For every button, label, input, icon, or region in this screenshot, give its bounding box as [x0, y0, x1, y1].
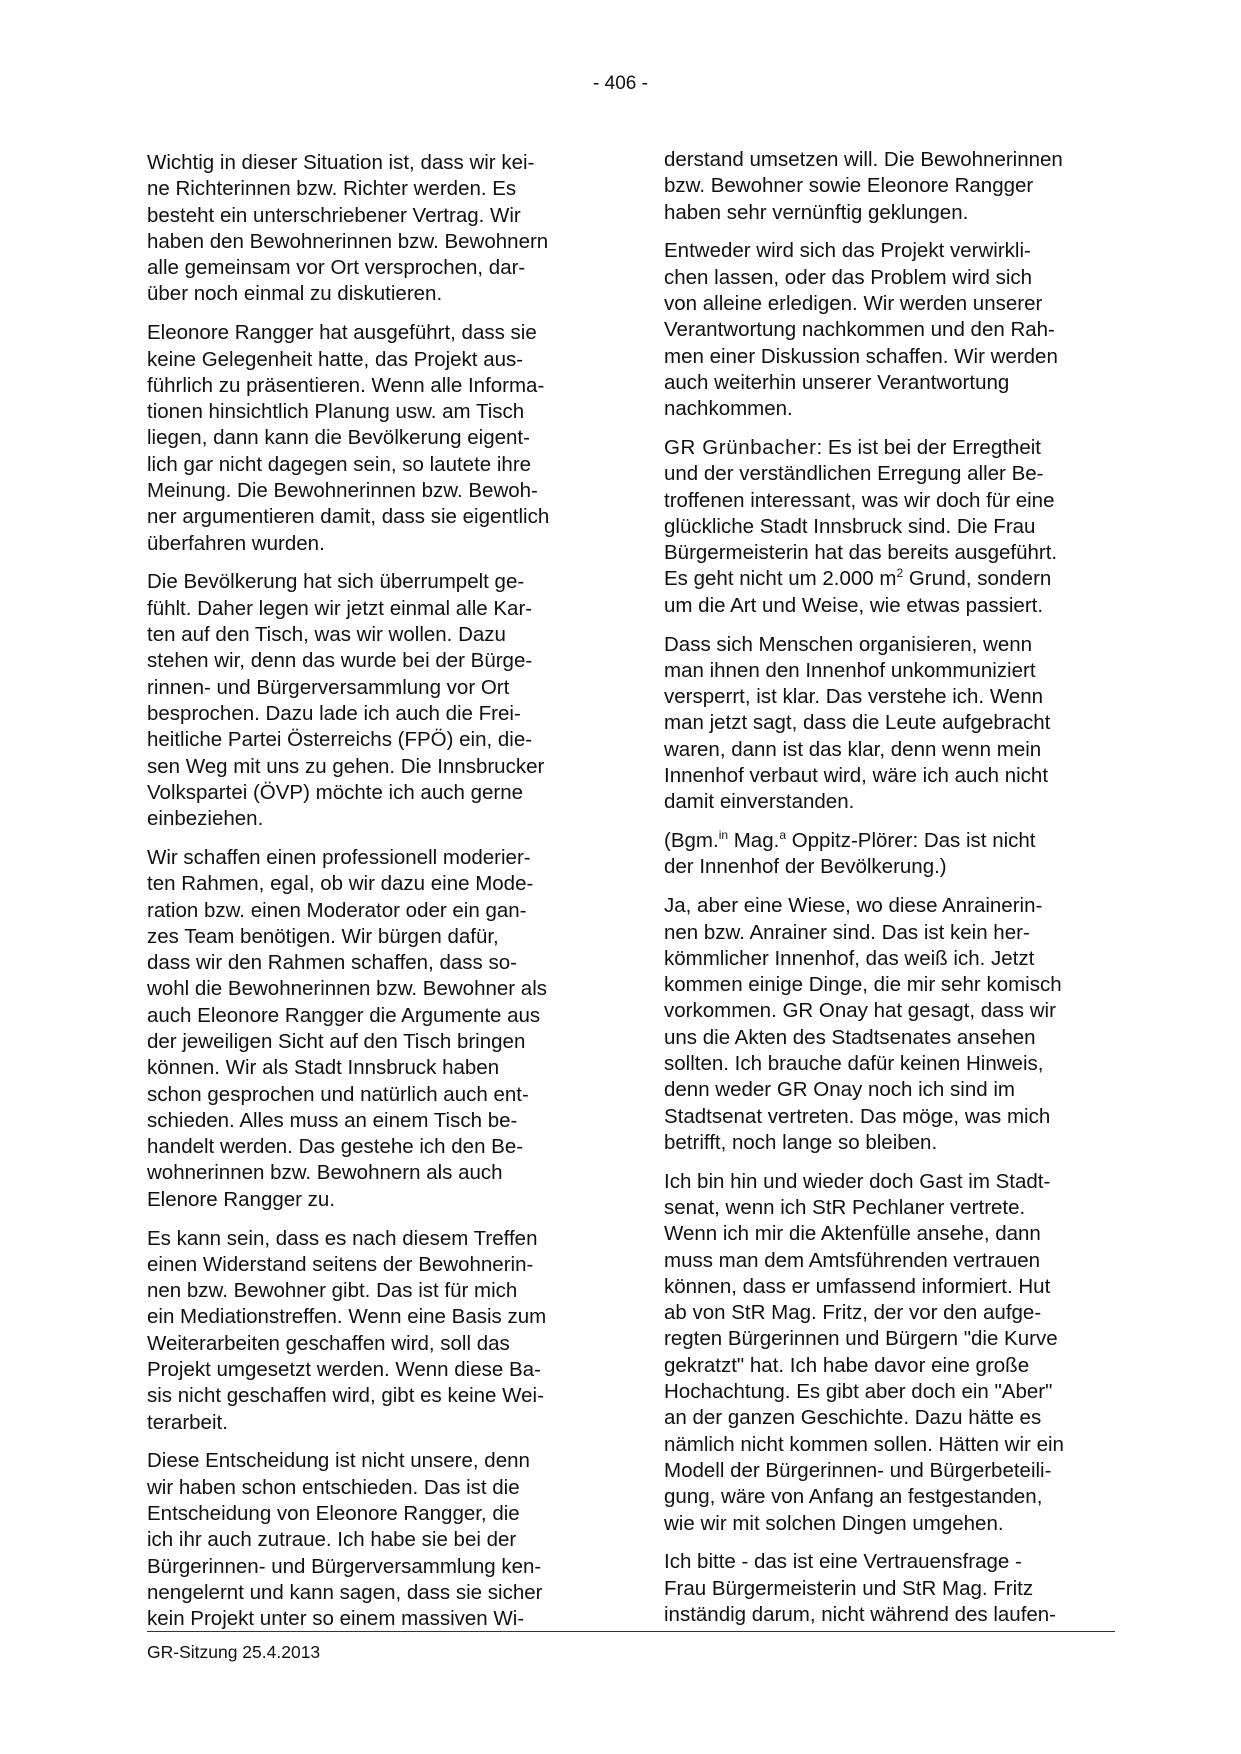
paragraph — [664, 147, 1124, 226]
paragraph-line: nen bzw. Bewohner gibt. Das ist für mich — [147, 1279, 518, 1303]
paragraph-line: sen Weg mit uns zu gehen. Die Innsbrucker — [147, 754, 545, 778]
paragraph-line: haben sehr vernünftig geklungen. — [664, 200, 969, 224]
paragraph-line: haben den Bewohnerinnen bzw. Bewohnern — [147, 229, 549, 253]
paragraph-line: Es geht nicht um 2.000 $m^2$ Grund, sondern — [664, 566, 1052, 591]
paragraph-line: senat, wenn ich StR Pechlaner vertrete. — [664, 1195, 1026, 1219]
paragraph-line: glückliche Stadt Innsbruck sind. Die Frau — [664, 514, 1036, 538]
paragraph-line: Bürgermeisterin hat das bereits ausgeführt. — [664, 541, 1058, 565]
paragraph-line: kommen einige Dinge, die mir sehr komisch — [664, 973, 1062, 997]
paragraph-line: waren, dann ist das klar, denn wenn mein — [664, 737, 1042, 761]
paragraph-line: sollten. Ich brauche dafür keinen Hinweis, — [664, 1052, 1044, 1075]
paragraph-line: Dass sich Menschen organisieren, wenn — [664, 632, 1033, 656]
paragraph-line: Weiterarbeiten geschaffen wird, soll das — [147, 1331, 510, 1355]
paragraph-line: keine Gelegenheit hatte, das Projekt aus- — [147, 347, 524, 371]
paragraph-line: wie wir mit solchen Dingen umgehen. — [664, 1511, 1004, 1535]
paragraph-line: derstand umsetzen will. Die Bewohnerinnen — [664, 148, 1063, 171]
paragraph-line: ab von StR Mag. Fritz, der vor den aufge- — [664, 1301, 1042, 1325]
paragraph — [664, 632, 1124, 816]
paragraph-line: Stadtsenat vertreten. Das möge, was mich — [664, 1104, 1051, 1128]
paragraph-line: Ja, aber eine Wiese, wo diese Anrainerin- — [664, 894, 1043, 918]
paragraph-line: um die Art und Weise, wie etwas passiert. — [664, 593, 1044, 617]
paragraph-line: auch weiterhin unserer Verantwortung — [664, 370, 1010, 394]
paragraph-line: ten Rahmen, egal, ob wir dazu eine Mode- — [147, 872, 534, 896]
paragraph — [664, 893, 1124, 1156]
paragraph-line: vorkommen. GR Onay hat gesagt, dass wir — [664, 999, 1056, 1023]
paragraph-line: ner argumentieren damit, dass sie eigentlich — [147, 505, 550, 529]
paragraph — [147, 569, 607, 832]
paragraph-line: troffenen interessant, was wir doch für eine — [664, 488, 1055, 512]
paragraph-line: nengelernt und kann sagen, dass sie sicher — [147, 1580, 543, 1604]
paragraph-line: von alleine erledigen. Wir werden unserer — [664, 291, 1043, 315]
paragraph — [664, 1549, 1124, 1628]
paragraph-line: wohl die Bewohnerinnen bzw. Bewohner als — [147, 977, 548, 1001]
paragraph-line: kömmlicher Innenhof, das weiß ich. Jetzt — [664, 946, 1035, 970]
paragraph-line: Ich bin hin und wieder doch Gast im Stadt- — [664, 1169, 1051, 1193]
paragraph-line: liegen, dann kann die Bevölkerung eigent- — [147, 426, 530, 450]
paragraph-line: zes Team benötigen. Wir bürgen dafür, — [147, 924, 499, 948]
paragraph-line: überfahren wurden. — [147, 531, 325, 555]
paragraph-line: damit einverstanden. — [664, 790, 855, 814]
speaker-paragraph — [664, 435, 1124, 619]
paragraph-line: wohnerinnen bzw. Bewohnern als auch — [147, 1161, 503, 1185]
paragraph-line: schon gesprochen und natürlich auch ent- — [147, 1082, 529, 1106]
paragraph — [664, 1169, 1124, 1537]
paragraph-line: muss man dem Amtsführenden vertrauen — [664, 1248, 1041, 1272]
paragraph-line: Diese Entscheidung ist nicht unsere, denn — [147, 1449, 530, 1473]
paragraph-line: betrifft, noch lange so bleiben. — [664, 1130, 938, 1154]
paragraph-line: nen bzw. Anrainer sind. Das ist kein her- — [664, 920, 1030, 944]
paragraph-line: sis nicht geschaffen wird, gibt es keine Wei- — [147, 1384, 544, 1408]
paragraph-line: alle gemeinsam vor Ort versprochen, dar- — [147, 256, 526, 280]
paragraph-line: nämlich nicht kommen sollen. Hätten wir ein — [664, 1432, 1064, 1456]
paragraph-line: inständig darum, nicht während des laufen- — [664, 1602, 1057, 1626]
paragraph-line: man jetzt sagt, dass die Leute aufgebracht — [664, 711, 1051, 735]
paragraph-line: chen lassen, oder das Problem wird sich — [664, 265, 1033, 289]
paragraph-line: fühlt. Daher legen wir jetzt einmal alle Kar- — [147, 596, 533, 620]
paragraph-line: Elenore Rangger zu. — [147, 1187, 336, 1211]
paragraph — [147, 845, 607, 1213]
paragraph-line: dass wir den Rahmen schaffen, dass so- — [147, 951, 517, 975]
paragraph-line: Meinung. Die Bewohnerinnen bzw. Bewoh- — [147, 479, 538, 503]
paragraph-line: ne Richterinnen bzw. Richter werden. Es — [147, 177, 517, 201]
paragraph-line: regten Bürgerinnen und Bürgern "die Kurve — [664, 1327, 1058, 1351]
paragraph-line: man ihnen den Innenhof unkommuniziert — [664, 658, 1036, 682]
paragraph-line: heitliche Partei Österreichs (FPÖ) ein, die- — [147, 728, 533, 752]
paragraph — [147, 150, 607, 308]
left-column — [147, 150, 607, 1645]
paragraph-line: denn weder GR Onay noch ich sind im — [664, 1078, 1015, 1102]
paragraph-line: ein Mediationstreffen. Wenn eine Basis zum — [147, 1305, 547, 1329]
paragraph-line: besprochen. Dazu lade ich auch die Frei- — [147, 701, 521, 725]
paragraph-line: Bürgerinnen- und Bürgerversammlung ken- — [147, 1554, 542, 1578]
paragraph-line: Wir schaffen einen professionell moderier- — [147, 845, 531, 869]
paragraph-line: Wichtig in dieser Situation ist, dass wir kei- — [147, 151, 535, 174]
paragraph-line: der Innenhof der Bevölkerung.) — [664, 855, 947, 879]
paragraph-line: kein Projekt unter so einem massiven Wi- — [147, 1607, 525, 1631]
paragraph — [664, 238, 1124, 422]
footer-divider — [147, 1631, 1115, 1632]
paragraph-line: Projekt umgesetzt werden. Wenn diese Ba- — [147, 1358, 541, 1382]
paragraph-line: Innenhof verbaut wird, wäre ich auch nicht — [664, 764, 1049, 788]
speaker-name: GR Grünbacher — [664, 435, 817, 459]
paragraph-line: Es kann sein, dass es nach diesem Treffen — [147, 1226, 538, 1250]
paragraph — [147, 320, 607, 557]
paragraph-line: versperrt, ist klar. Das verstehe ich. Wenn — [664, 685, 1044, 709]
paragraph-line: ration bzw. einen Moderator oder ein gan- — [147, 898, 527, 922]
paragraph-line: gung, wäre von Anfang an festgestanden, — [664, 1485, 1043, 1509]
paragraph-line: auch Eleonore Rangger die Argumente aus — [147, 1003, 541, 1027]
paragraph-line: Die Bevölkerung hat sich überrumpelt ge- — [147, 570, 525, 594]
paragraph-line: lich gar nicht dagegen sein, so lautete ihre — [147, 452, 532, 476]
paragraph-line: terarbeit. — [147, 1410, 228, 1434]
paragraph-line: wir haben schon entschieden. Das ist die — [147, 1475, 520, 1499]
paragraph-line: über noch einmal zu diskutieren. — [147, 282, 443, 306]
paragraph-line: Ich bitte - das ist eine Vertrauensfrage - — [664, 1550, 1022, 1574]
paragraph-line: Hochachtung. Es gibt aber doch ein "Aber" — [664, 1380, 1053, 1404]
paragraph-line: stehen wir, denn das wurde bei der Bürge- — [147, 649, 533, 673]
superscript: a — [779, 828, 786, 843]
paragraph-line: Modell der Bürgerinnen- und Bürgerbeteili- — [664, 1458, 1052, 1482]
footer-session-date: GR-Sitzung 25.4.2013 — [147, 1642, 321, 1662]
paragraph-line: GR Grünbacher: Es ist bei der Erregtheit — [664, 435, 1041, 459]
paragraph-line: rinnen- und Bürgerversammlung vor Ort — [147, 675, 510, 699]
paragraph-line: an der ganzen Geschichte. Dazu hätte es — [664, 1406, 1042, 1430]
paragraph-line: einbeziehen. — [147, 807, 264, 831]
paragraph-line: Entscheidung von Eleonore Rangger, die — [147, 1502, 520, 1526]
superscript: in — [718, 828, 729, 843]
paragraph-line: der jeweiligen Sicht auf den Tisch bringen — [147, 1030, 526, 1053]
paragraph-line: bzw. Bewohner sowie Eleonore Rangger — [664, 174, 1034, 198]
paragraph-line: können, dass er umfassend informiert. Hut — [664, 1274, 1051, 1298]
paragraph-line: Wenn ich mir die Aktenfülle ansehe, dann — [664, 1222, 1041, 1246]
paragraph-line: uns die Akten des Stadtsenates ansehen — [664, 1025, 1036, 1049]
paragraph-line: und der verständlichen Erregung aller Be- — [664, 462, 1044, 486]
paragraph-line: Verantwortung nachkommen und den Rah- — [664, 318, 1055, 342]
paragraph-line: führlich zu präsentieren. Wenn alle Informa- — [147, 373, 545, 397]
interjection-paragraph — [664, 828, 1124, 881]
paragraph-line: besteht ein unterschriebener Vertrag. Wir — [147, 203, 521, 227]
paragraph — [147, 1448, 607, 1632]
page-number: - 406 - — [593, 73, 648, 94]
paragraph-line: (Bgm.$^{in}$ Mag.$^a$ Oppitz-Plörer: Das ist nicht — [664, 828, 1036, 853]
paragraph-line: tionen hinsichtlich Planung usw. am Tisch — [147, 400, 525, 424]
paragraph-line: einen Widerstand seitens der Bewohnerin- — [147, 1252, 534, 1276]
paragraph-line: nachkommen. — [664, 397, 793, 421]
paragraph-line: ten auf den Tisch, was wir wollen. Dazu — [147, 623, 506, 647]
paragraph-line: Volkspartei (ÖVP) möchte ich auch gerne — [147, 780, 524, 804]
paragraph-line: handelt werden. Das gestehe ich den Be- — [147, 1135, 524, 1159]
paragraph-line: men einer Diskussion schaffen. Wir werden — [664, 344, 1058, 368]
paragraph-line: schieden. Alles muss an einem Tisch be- — [147, 1108, 518, 1132]
paragraph-line: Eleonore Rangger hat ausgeführt, dass sie — [147, 321, 537, 345]
paragraph — [147, 1226, 607, 1436]
right-column — [664, 147, 1124, 1641]
paragraph-line: ich ihr auch zutraue. Ich habe sie bei der — [147, 1528, 517, 1552]
paragraph-line: Frau Bürgermeisterin und StR Mag. Fritz — [664, 1576, 1034, 1600]
paragraph-line: gekratzt" hat. Ich habe davor eine große — [664, 1353, 1030, 1377]
superscript: 2 — [896, 566, 904, 581]
paragraph-line: Entweder wird sich das Projekt verwirkli- — [664, 239, 1031, 263]
paragraph-line: können. Wir als Stadt Innsbruck haben — [147, 1056, 500, 1080]
